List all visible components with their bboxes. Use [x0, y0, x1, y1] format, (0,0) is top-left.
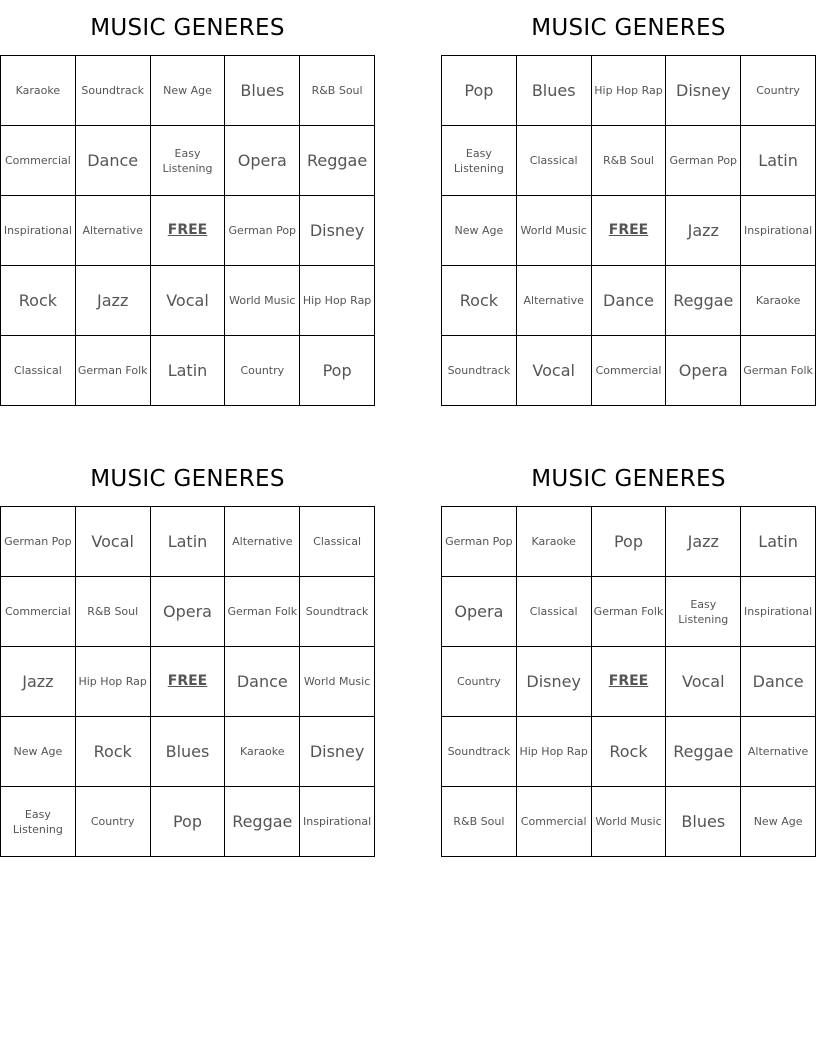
bingo-cell: Country [225, 336, 300, 406]
bingo-cell: German Folk [741, 336, 816, 406]
bingo-cell: Inspirational [741, 196, 816, 266]
bingo-cell: Disney [666, 56, 741, 126]
bingo-cell: Alternative [225, 507, 300, 577]
bingo-cell: Classical [517, 577, 592, 647]
bingo-cell: Pop [442, 56, 517, 126]
bingo-cell: Latin [741, 126, 816, 196]
bingo-cell: Country [442, 647, 517, 717]
bingo-cell: Easy Listening [442, 126, 517, 196]
bingo-cell: Opera [442, 577, 517, 647]
bingo-cell: Dance [592, 266, 667, 336]
bingo-cell: R&B Soul [76, 577, 151, 647]
bingo-cell: Rock [76, 717, 151, 787]
card-title: MUSIC GENERES [90, 466, 285, 492]
bingo-cell: Vocal [151, 266, 226, 336]
bingo-card-1 [0, 10, 375, 406]
bingo-cell: Opera [151, 577, 226, 647]
bingo-cell: Hip Hop Rap [300, 266, 375, 336]
bingo-cell: Opera [666, 336, 741, 406]
bingo-cell: Disney [300, 196, 375, 266]
bingo-cell: German Pop [1, 507, 76, 577]
bingo-cell: Karaoke [225, 717, 300, 787]
bingo-cell: Hip Hop Rap [517, 717, 592, 787]
bingo-cell: German Folk [592, 577, 667, 647]
bingo-cell: Latin [151, 336, 226, 406]
bingo-cell: German Folk [225, 577, 300, 647]
bingo-cell: Commercial [517, 787, 592, 857]
bingo-cell: Pop [592, 507, 667, 577]
bingo-cell: Country [76, 787, 151, 857]
bingo-card-3 [0, 461, 375, 857]
bingo-cell: Rock [442, 266, 517, 336]
bingo-card-2 [441, 10, 816, 406]
card-title: MUSIC GENERES [531, 466, 726, 492]
bingo-cell: Karaoke [1, 56, 76, 126]
bingo-grid [0, 55, 375, 406]
bingo-cell: Jazz [76, 266, 151, 336]
bingo-cell: Alternative [741, 717, 816, 787]
bingo-cell: Reggae [300, 126, 375, 196]
bingo-cell: Blues [151, 717, 226, 787]
bingo-cell: Opera [225, 126, 300, 196]
bingo-cell: Alternative [517, 266, 592, 336]
bingo-cell: Disney [300, 717, 375, 787]
bingo-cell: R&B Soul [442, 787, 517, 857]
bingo-cell: Reggae [225, 787, 300, 857]
bingo-cell: Pop [300, 336, 375, 406]
bingo-cell: German Pop [442, 507, 517, 577]
bingo-cell: Soundtrack [442, 717, 517, 787]
card-title: MUSIC GENERES [531, 15, 726, 41]
free-space-cell: FREE [151, 196, 226, 266]
bingo-cell: Karaoke [741, 266, 816, 336]
bingo-cell: Reggae [666, 266, 741, 336]
bingo-cell: Alternative [76, 196, 151, 266]
bingo-cell: Classical [300, 507, 375, 577]
bingo-cell: Reggae [666, 717, 741, 787]
bingo-cell: Classical [517, 126, 592, 196]
bingo-cell: Classical [1, 336, 76, 406]
bingo-grid [441, 55, 816, 406]
bingo-cell: Commercial [1, 126, 76, 196]
bingo-cell: World Music [517, 196, 592, 266]
bingo-cell: New Age [442, 196, 517, 266]
bingo-cell: Karaoke [517, 507, 592, 577]
bingo-cell: R&B Soul [592, 126, 667, 196]
bingo-cell: Blues [517, 56, 592, 126]
bingo-cell: R&B Soul [300, 56, 375, 126]
card-title: MUSIC GENERES [90, 15, 285, 41]
bingo-cell: Dance [741, 647, 816, 717]
bingo-card-4 [441, 461, 816, 857]
bingo-cell: World Music [225, 266, 300, 336]
bingo-cell: Easy Listening [1, 787, 76, 857]
bingo-cell: Rock [1, 266, 76, 336]
bingo-cell: Soundtrack [76, 56, 151, 126]
bingo-cell: World Music [592, 787, 667, 857]
bingo-cell: Blues [225, 56, 300, 126]
bingo-cell: Hip Hop Rap [76, 647, 151, 717]
bingo-cell: Commercial [1, 577, 76, 647]
bingo-cell: Inspirational [300, 787, 375, 857]
bingo-cell: Blues [666, 787, 741, 857]
bingo-grid [441, 506, 816, 857]
bingo-cell: Country [741, 56, 816, 126]
bingo-cell: Jazz [666, 196, 741, 266]
bingo-cell: Soundtrack [300, 577, 375, 647]
bingo-cell: New Age [1, 717, 76, 787]
bingo-grid [0, 506, 375, 857]
bingo-cell: Inspirational [1, 196, 76, 266]
bingo-cell: Dance [76, 126, 151, 196]
bingo-cell: Hip Hop Rap [592, 56, 667, 126]
free-space-cell: FREE [592, 196, 667, 266]
bingo-cell: Jazz [1, 647, 76, 717]
bingo-cell: Inspirational [741, 577, 816, 647]
bingo-cell: German Folk [76, 336, 151, 406]
bingo-cell: Dance [225, 647, 300, 717]
bingo-cell: Commercial [592, 336, 667, 406]
bingo-cell: Vocal [517, 336, 592, 406]
bingo-cell: German Pop [666, 126, 741, 196]
bingo-cell: World Music [300, 647, 375, 717]
bingo-cell: Easy Listening [151, 126, 226, 196]
bingo-cell: Soundtrack [442, 336, 517, 406]
bingo-cell: Vocal [76, 507, 151, 577]
bingo-cell: Vocal [666, 647, 741, 717]
bingo-cell: Pop [151, 787, 226, 857]
free-space-cell: FREE [151, 647, 226, 717]
bingo-cell: New Age [151, 56, 226, 126]
bingo-cell: German Pop [225, 196, 300, 266]
bingo-cell: New Age [741, 787, 816, 857]
free-space-cell: FREE [592, 647, 667, 717]
bingo-cell: Jazz [666, 507, 741, 577]
bingo-cell: Easy Listening [666, 577, 741, 647]
bingo-cell: Latin [151, 507, 226, 577]
bingo-cell: Latin [741, 507, 816, 577]
bingo-cell: Rock [592, 717, 667, 787]
bingo-cell: Disney [517, 647, 592, 717]
